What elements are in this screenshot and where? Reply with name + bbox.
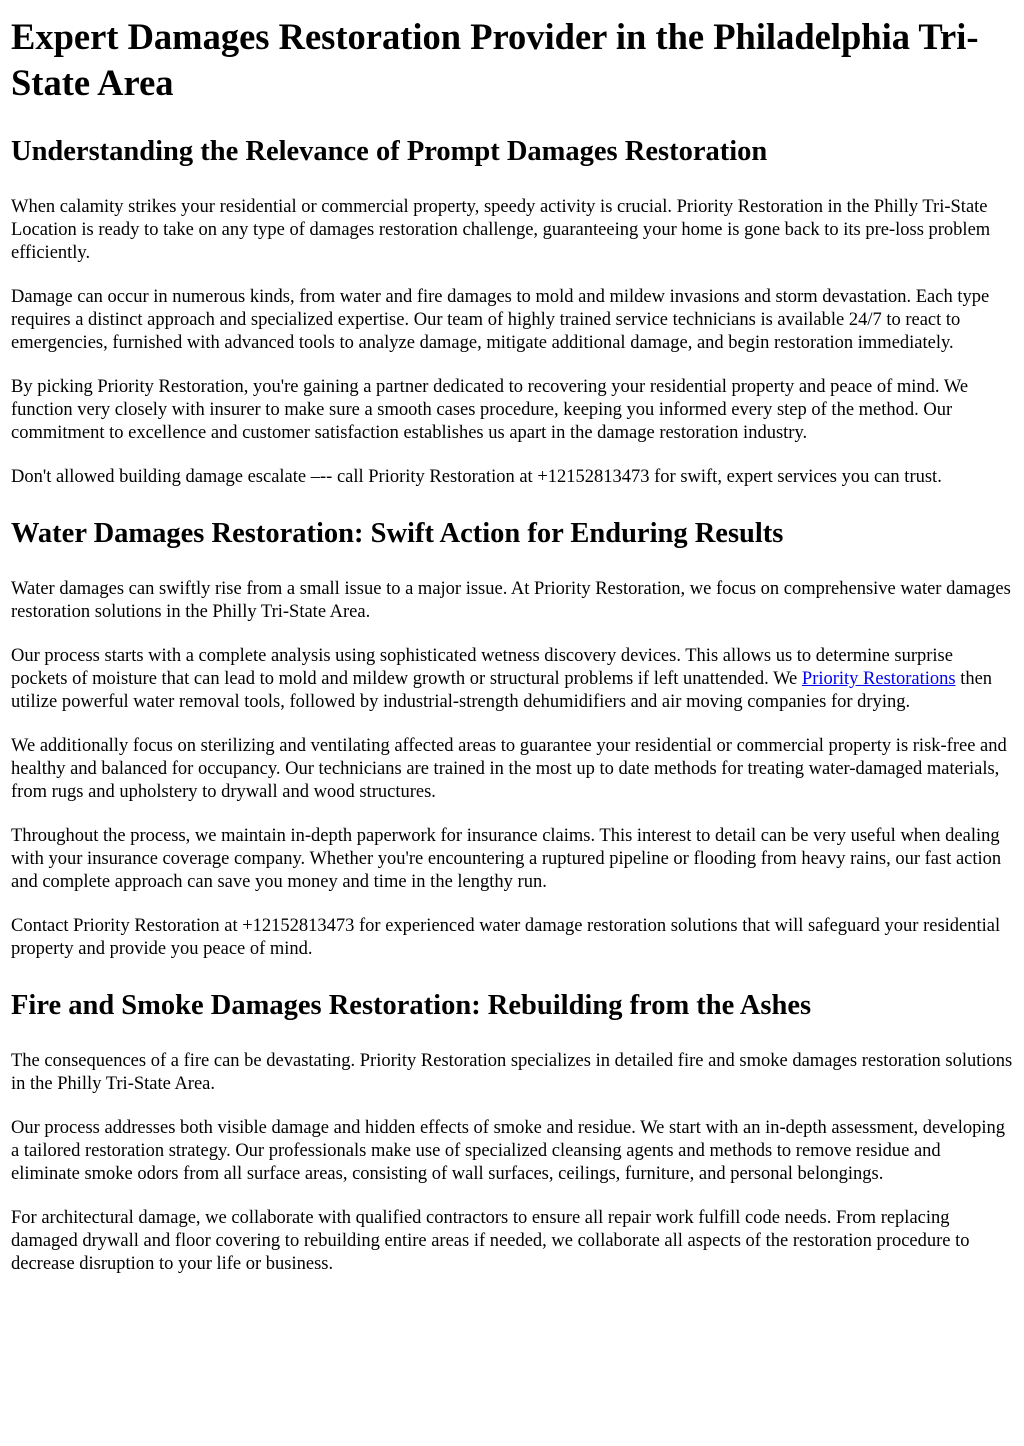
paragraph: Damage can occur in numerous kinds, from water and fire damages to mold and mildew invasions and storm devastation. Each type requires a distinct approach and specialized expertise. Our team of highly trained service technicians is available 24/7 to react to emergencies, furnished with advanced tools to analyze damage, mitigate additional damage, and begin restoration immediately.: [11, 287, 990, 353]
paragraph: When calamity strikes your residential or commercial property, speedy activity is crucial. Priority Restoration in the Philly Tri-State Location is ready to take on any type of damages restoration challenge, guaranteeing your home is gone back to its pre-loss problem efficiently.: [11, 197, 991, 263]
page-title: Expert Damages Restoration Provider in the Philadelphia Tri-State Area: [11, 16, 979, 103]
paragraph: We additionally focus on sterilizing and ventilating affected areas to guarantee your residential or commercial property is risk-free and healthy and balanced for occupancy. Our technicians are trained in the most up to date methods for treating water-damaged materials, from rugs and upholstery to drywall and wood structures.: [11, 736, 1007, 802]
paragraph: By picking Priority Restoration, you're gaining a partner dedicated to recovering your residential property and peace of mind. We function very closely with insurer to make sure a smooth cases procedure, keeping you informed every step of the method. Our commitment to excellence and customer satisfaction establishes us apart in the damage restoration industry.: [11, 377, 969, 443]
paragraph-text: then utilize powerful water removal tools, followed by industrial-strength dehumidifiers and air moving companies for drying.: [11, 669, 993, 712]
section-heading-water-damage: Water Damages Restoration: Swift Action for Enduring Results: [11, 518, 784, 549]
section-heading-fire-smoke: Fire and Smoke Damages Restoration: Rebuilding from the Ashes: [11, 990, 812, 1021]
paragraph-text: Our process starts with a complete analysis using sophisticated wetness discovery devices. This allows us to determine surprise pockets of moisture that can lead to mold and mildew growth or structural problems if left unattended. We: [11, 646, 953, 689]
paragraph: Contact Priority Restoration at +12152813473 for experienced water damage restoration solutions that will safeguard your residential property and provide you peace of mind.: [11, 916, 1001, 959]
paragraph: Our process addresses both visible damage and hidden effects of smoke and residue. We start with an in-depth assessment, developing a tailored restoration strategy. Our professionals make use of specialized cleansing agents and methods to remove residue and eliminate smoke odors from all surface areas, consisting of wall surfaces, ceilings, furniture, and personal belongings.: [11, 1118, 1006, 1184]
paragraph: Water damages can swiftly rise from a small issue to a major issue. At Priority Restoration, we focus on comprehensive water damages restoration solutions in the Philly Tri-State Area.: [11, 579, 1011, 622]
paragraph: Throughout the process, we maintain in-depth paperwork for insurance claims. This interest to detail can be very useful when dealing with your insurance coverage company. Whether you're encountering a ruptured pipeline or flooding from heavy rains, our fast action and complete approach can save you money and time in the lengthy run.: [11, 826, 1002, 892]
section-heading-prompt-restoration: Understanding the Relevance of Prompt Damages Restoration: [11, 136, 768, 167]
paragraph: The consequences of a fire can be devastating. Priority Restoration specializes in detailed fire and smoke damages restoration solutions in the Philly Tri-State Area.: [11, 1051, 1013, 1094]
paragraph: For architectural damage, we collaborate with qualified contractors to ensure all repair work fulfill code needs. From replacing damaged drywall and floor covering to rebuilding entire areas if needed, we collaborate all aspects of the restoration procedure to decrease disruption to your life or business.: [11, 1208, 970, 1274]
priority-restorations-link[interactable]: Priority Restorations: [801, 669, 956, 689]
paragraph: Don't allowed building damage escalate –-- call Priority Restoration at +12152813473 for swift, expert services you can trust.: [11, 467, 942, 487]
paragraph-with-link: [11, 645, 1013, 714]
